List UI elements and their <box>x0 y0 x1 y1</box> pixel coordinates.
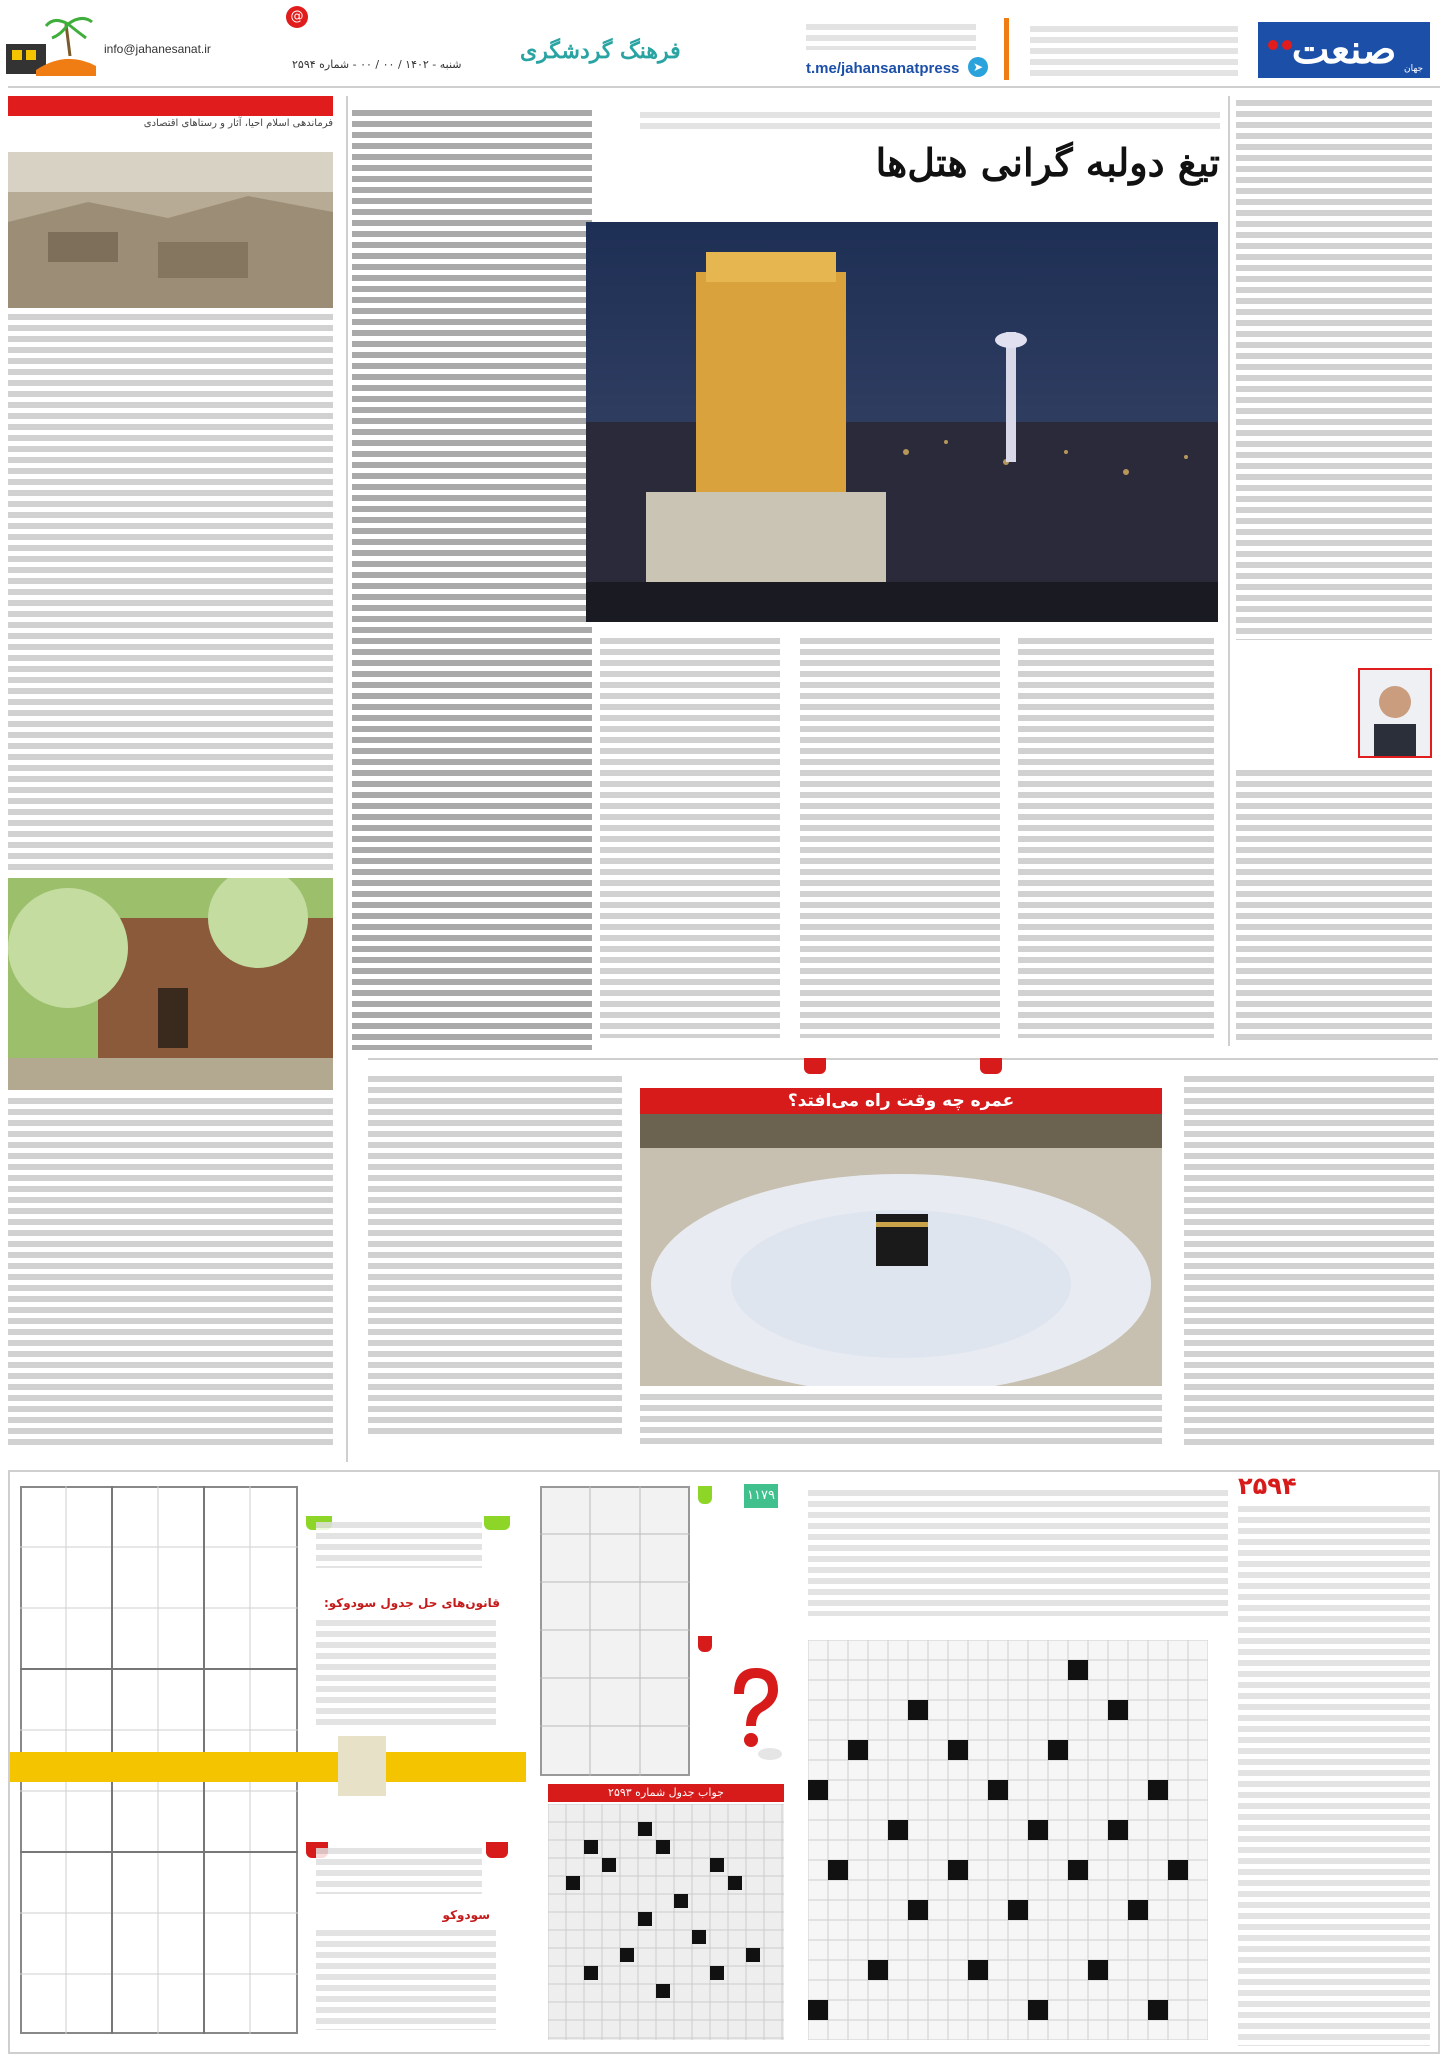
umrah-right-text <box>1184 1076 1434 1446</box>
left-column-text <box>8 314 333 874</box>
right-column-text <box>1236 100 1432 640</box>
right-column-text <box>1236 770 1432 1040</box>
header-blurred-text <box>1030 26 1238 76</box>
mini-sudoku-grid[interactable] <box>540 1486 690 1776</box>
question-mark-icon <box>724 1664 784 1764</box>
panel-cap <box>698 1486 712 1504</box>
header-rule <box>8 86 1440 88</box>
hotel-photo <box>586 222 1218 622</box>
puzzle-badge: ۱۱۷۹ <box>744 1484 778 1508</box>
umrah-caption-text <box>640 1394 1162 1448</box>
umrah-left-text <box>368 1076 622 1436</box>
email-address[interactable]: info@jahanesanat.ir <box>104 42 211 56</box>
panel-cap <box>486 1842 508 1858</box>
sudoku-band-emblem <box>338 1736 386 1796</box>
column-divider <box>346 96 348 1462</box>
crossword-grid[interactable] <box>808 1640 1208 2040</box>
column-divider <box>1228 96 1230 1046</box>
main-headline: تیغ دولبه گرانی هتل‌ها <box>875 140 1220 185</box>
sudoku-panel-text <box>316 1522 482 1568</box>
ruins-photo <box>8 152 333 308</box>
kaaba-photo <box>640 1114 1162 1386</box>
header-divider <box>1004 18 1009 80</box>
sudoku-rules-text <box>316 1620 496 1730</box>
section-title: فرهنگ گردشگری <box>520 38 681 64</box>
left-column-caption: فرماندهی اسلام احیا، آثار و رستاهای اقتصادی <box>143 118 333 129</box>
inner-column-text <box>352 110 592 1050</box>
logo-text: صنعت <box>1291 26 1397 73</box>
answer-crossword-grid <box>548 1804 784 2040</box>
left-column-label <box>8 96 333 116</box>
crossword-clues <box>1238 1506 1430 2046</box>
logo-dot-icon <box>1282 40 1292 50</box>
palm-logo-icon <box>6 10 98 80</box>
answer-label: جواب جدول شماره ۲۵۹۳ <box>548 1784 784 1802</box>
umrah-title: عمره چه وقت راه می‌افتد؟ <box>640 1088 1162 1114</box>
issue-number: ۲۵۹۴ <box>1238 1472 1297 1500</box>
sudoku-rules-title: قانون‌های حل جدول سودوکو: <box>323 1596 500 1610</box>
sudoku-label: سودوکو <box>442 1908 490 1922</box>
header-blurred-text <box>806 24 976 50</box>
section-rule <box>368 1058 1438 1060</box>
section-cap <box>980 1058 1002 1074</box>
left-column-text-lower <box>8 1098 333 1450</box>
section-cap <box>804 1058 826 1074</box>
headline-kicker <box>640 112 1220 132</box>
panel-cap <box>698 1636 712 1652</box>
garden-house-photo <box>8 878 333 1090</box>
sudoku-panel-text <box>316 1930 496 2030</box>
sudoku-divider-band <box>10 1752 526 1782</box>
telegram-link[interactable]: t.me/jahansanatpress <box>806 60 960 77</box>
main-story-text <box>1018 638 1214 1038</box>
sudoku-panel-text <box>316 1848 482 1894</box>
panel-cap <box>484 1516 510 1530</box>
logo-dot-icon <box>1268 40 1278 50</box>
author-photo <box>1358 668 1432 758</box>
main-story-text <box>600 638 780 1038</box>
issue-line: شنبه - ۱۴۰۲ / ۰۰ / ۰۰ - شماره ۲۵۹۴ <box>292 58 462 71</box>
email-icon: @ <box>286 6 308 28</box>
crossword-clues <box>808 1490 1228 1616</box>
main-story-text <box>800 638 1000 1038</box>
telegram-icon: ➤ <box>968 57 988 77</box>
logo-sub: جهان <box>1404 64 1424 74</box>
